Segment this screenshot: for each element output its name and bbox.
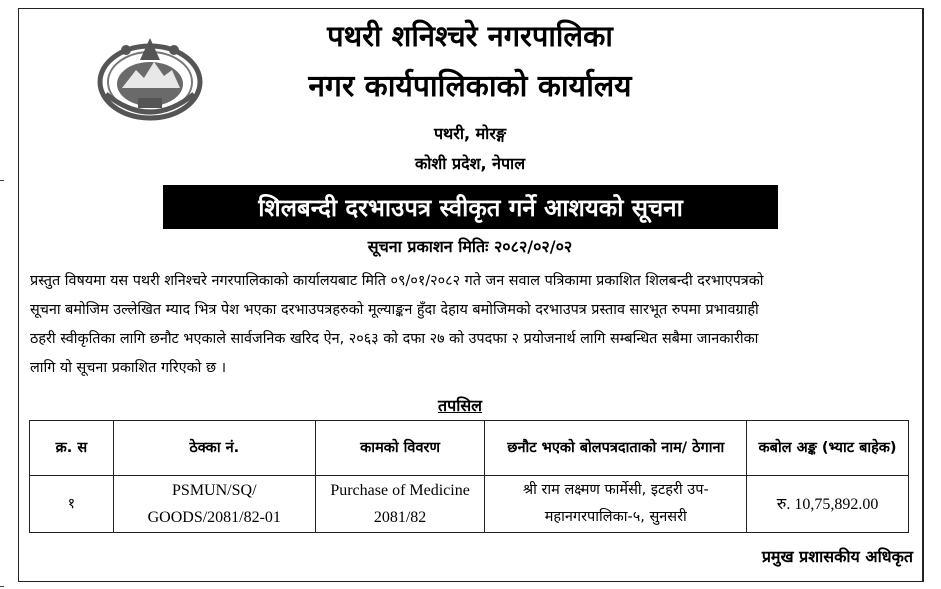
notice-body (30, 267, 916, 383)
notice-title-banner: शिलबन्दी दरभाउपत्र स्वीकृत गर्ने आशयको सूचना (163, 185, 778, 229)
col-header-description: कामको विवरण (315, 421, 485, 476)
notice-body-line: सूचना बमोजिम उल्लेखित म्याद भित्र पेश भएका दरभाउपत्रहरुको मूल्याङ्कन हुँदा देहाय बमोजिमको दरभाउपत्र प्रस्ताव सारभूत रुपमा प्रभावग्राही (30, 302, 759, 318)
office-title: पथरी शनिश्चरे नगरपालिका (327, 19, 613, 53)
notice-body-line: ठहरी स्वीकृतिका लागि छनौट भएकाले सार्वजनिक खरिद ऐन, २०६३ को दफा २७ को उपदफा २ प्रयोजनार्थ लागि सम्बन्धित सबैमा जानकारीका (30, 331, 759, 347)
nepal-government-emblem-icon (96, 32, 204, 128)
cell-bidder: श्री राम लक्ष्मण फार्मेसी, इटहरी उप-महानगरपालिका-५, सुनसरी (485, 476, 747, 533)
address-line-1: पथरी, मोरङ्ग (433, 124, 507, 143)
col-header-contract-no: ठेक्का नं. (113, 421, 315, 476)
cell-amount: रु. 10,75,892.00 (747, 476, 909, 533)
office-subtitle: नगर कार्यपालिकाको कार्यालय (308, 69, 632, 104)
col-header-amount: कबोल अङ्क (भ्याट बाहेक) (747, 421, 909, 476)
col-header-sn: क्र. स (30, 421, 114, 476)
cell-contract-no: PSMUN/SQ/ GOODS/2081/82-01 (113, 476, 315, 533)
col-header-bidder: छनौट भएको बोलपत्रदाताको नाम/ ठेगाना (485, 421, 747, 476)
notice-body-line: प्रस्तुत विषयमा यस पथरी शनिश्चरे नगरपालिकाको कार्यालयबाट मिति ०९/०१/२०८२ गते जन सवाल पत्रिकामा प्रकाशित शिलबन्दी दरभाएपत्रको (30, 273, 764, 289)
edge-mark (0, 180, 4, 181)
cell-sn: १ (30, 476, 114, 533)
signatory: प्रमुख प्रशासकीय अधिकृत (761, 547, 913, 566)
details-heading: तपसिल (438, 396, 483, 415)
publish-date: सूचना प्रकाशन मितिः २०८२/०२/०२ (367, 237, 573, 256)
notice-body-line: लागि यो सूचना प्रकाशित गरिएको छ । (30, 360, 227, 376)
cell-description: Purchase of Medicine 2081/82 (315, 476, 485, 533)
table-row (30, 476, 909, 533)
table-header-row (30, 421, 909, 476)
address-line-2: कोशी प्रदेश, नेपाल (414, 154, 526, 173)
edge-mark (0, 586, 4, 587)
bid-details-table (29, 420, 909, 533)
